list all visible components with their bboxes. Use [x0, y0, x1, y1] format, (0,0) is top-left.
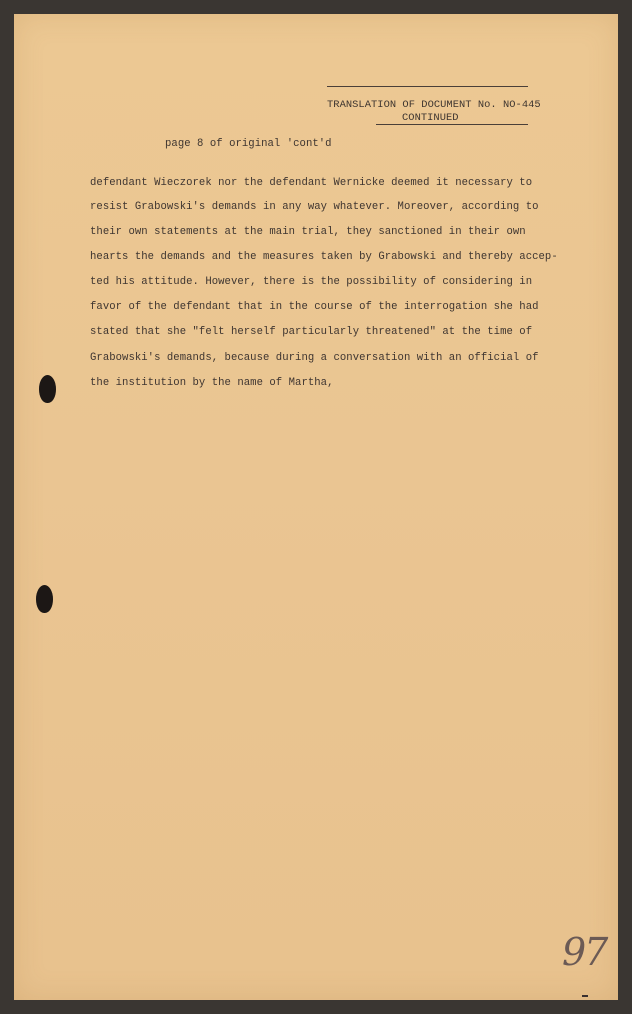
- body-line: resist Grabowski's demands in any way whatever. Moreover, according to: [90, 201, 539, 213]
- body-line: stated that she "felt herself particularly threatened" at the time of: [90, 326, 533, 338]
- page-subheading: page 8 of original 'cont'd: [165, 138, 332, 150]
- body-line: their own statements at the main trial, they sanctioned in their own: [90, 226, 526, 238]
- body-line: hearts the demands and the measures taken by Grabowski and thereby accep-: [90, 251, 558, 263]
- header-top-rule: [327, 86, 528, 87]
- document-title: TRANSLATION OF DOCUMENT No. NO-445: [327, 99, 541, 111]
- body-line: ted his attitude. However, there is the possibility of considering in: [90, 276, 533, 288]
- body-line: Grabowski's demands, because during a conversation with an official of: [90, 352, 539, 364]
- punch-hole-lower: [36, 585, 53, 613]
- continued-label: CONTINUED: [402, 112, 459, 124]
- body-line: the institution by the name of Martha,: [90, 377, 334, 389]
- handwritten-page-number: 97: [562, 930, 607, 974]
- document-page: [14, 14, 618, 1000]
- header-bottom-rule: [376, 124, 528, 125]
- body-line: favor of the defendant that in the course of the interrogation she had: [90, 301, 539, 313]
- corner-mark: [582, 995, 588, 997]
- punch-hole-upper: [39, 375, 56, 403]
- body-line: defendant Wieczorek nor the defendant Wernicke deemed it necessary to: [90, 177, 533, 189]
